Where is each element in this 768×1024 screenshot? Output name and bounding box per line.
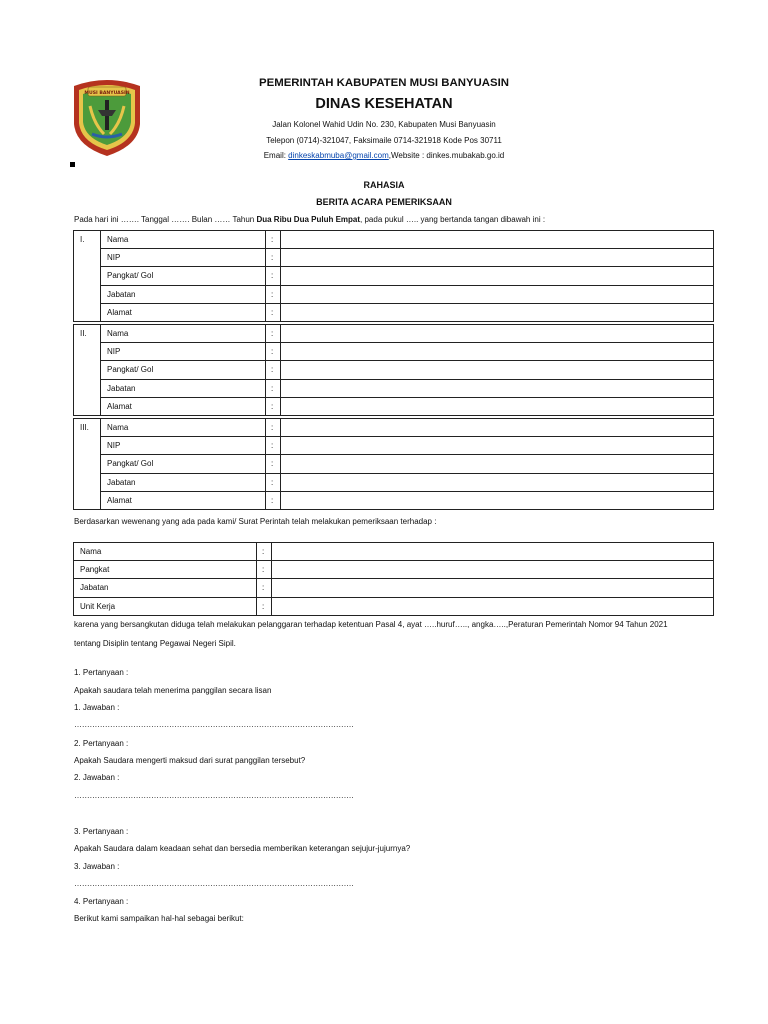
table-row: Jabatan : xyxy=(74,579,714,597)
field-value[interactable] xyxy=(281,303,714,321)
table-row: Jabatan : xyxy=(74,285,714,303)
table-row: II. Nama : xyxy=(74,325,714,343)
field-value[interactable] xyxy=(281,473,714,491)
phone: Telepon (0714)-321047, Faksimaile 0714-321918 Kode Pos 30711 xyxy=(266,136,502,145)
answer-1-blank[interactable]: ………………………………………………………………………………………………. xyxy=(74,720,354,729)
question-2-label: 2. Pertanyaan : xyxy=(74,739,129,748)
classification: RAHASIA xyxy=(363,180,405,190)
department-name: DINAS KESEHATAN xyxy=(315,96,453,112)
table-row: Pangkat : xyxy=(74,561,714,579)
document-title: BERITA ACARA PEMERIKSAAN xyxy=(316,197,452,207)
examiner-table-1 xyxy=(73,230,714,322)
field-value[interactable] xyxy=(281,361,714,379)
answer-1-label: 1. Jawaban : xyxy=(74,703,120,712)
table-row: Unit Kerja : xyxy=(74,597,714,615)
question-3-text: Apakah Saudara dalam keadaan sehat dan bersedia memberikan keterangan sejujur-jujurnya? xyxy=(74,844,411,853)
question-2-text: Apakah Saudara mengerti maksud dari surat panggilan tersebut? xyxy=(74,756,306,765)
examiner-table-2 xyxy=(73,324,714,416)
field-value[interactable] xyxy=(281,231,714,249)
table-row: Alamat : xyxy=(74,303,714,321)
table-row: Pangkat/ Gol : xyxy=(74,267,714,285)
field-value[interactable] xyxy=(281,267,714,285)
violation-paragraph-line2: tentang Disiplin tentang Pegawai Negeri Sipil. xyxy=(74,639,236,648)
answer-2-blank[interactable]: ………………………………………………………………………………………………. xyxy=(74,791,354,800)
svg-text:MUSI BANYUASIN: MUSI BANYUASIN xyxy=(84,91,130,96)
field-value[interactable] xyxy=(272,597,714,615)
table-row: Jabatan : xyxy=(74,379,714,397)
basis-paragraph: Berdasarkan wewenang yang ada pada kami/ Surat Perintah telah melakukan pemeriksaan terhadap : xyxy=(74,517,437,526)
subject-table xyxy=(73,542,714,616)
table-row: Alamat : xyxy=(74,491,714,509)
address: Jalan Kolonel Wahid Udin No. 230, Kabupaten Musi Banyuasin xyxy=(272,120,496,129)
question-4-text: Berikut kami sampaikan hal-hal sebagai berikut: xyxy=(74,914,244,923)
violation-paragraph-line1: karena yang bersangkutan diduga telah melakukan pelanggaran terhadap ketentuan Pasal 4, ayat …..huruf….., angka…..,Peraturan Pemerintah Nomor 94 Tahun 2021 xyxy=(74,620,668,629)
table-row: Jabatan : xyxy=(74,473,714,491)
table-row: NIP : xyxy=(74,437,714,455)
field-value[interactable] xyxy=(281,249,714,267)
table-row: I. Nama : xyxy=(74,231,714,249)
question-3-label: 3. Pertanyaan : xyxy=(74,827,129,836)
field-value[interactable] xyxy=(281,491,714,509)
field-value[interactable] xyxy=(272,543,714,561)
table-row: NIP : xyxy=(74,343,714,361)
table-row: Nama : xyxy=(74,543,714,561)
field-value[interactable] xyxy=(281,343,714,361)
field-value[interactable] xyxy=(281,437,714,455)
examiner-table-3 xyxy=(73,418,714,510)
answer-3-blank[interactable]: ………………………………………………………………………………………………. xyxy=(74,879,354,888)
answer-3-label: 3. Jawaban : xyxy=(74,862,120,871)
email-link[interactable]: dinkeskabmuba@gmail.com xyxy=(288,151,389,160)
table-row: Pangkat/ Gol : xyxy=(74,455,714,473)
field-value[interactable] xyxy=(281,455,714,473)
table-row: Pangkat/ Gol : xyxy=(74,361,714,379)
field-value[interactable] xyxy=(281,325,714,343)
website: ,Website : dinkes.mubakab.go.id xyxy=(388,151,505,160)
field-value[interactable] xyxy=(281,397,714,415)
question-4-label: 4. Pertanyaan : xyxy=(74,897,129,906)
intro-paragraph: Pada hari ini ……. Tanggal ……. Bulan …… Tahun Dua Ribu Dua Puluh Empat, pada pukul ….. yang bertanda tangan dibawah ini : xyxy=(74,215,546,224)
table-row: NIP : xyxy=(74,249,714,267)
agency-name: PEMERINTAH KABUPATEN MUSI BANYUASIN xyxy=(259,77,509,89)
contact-line xyxy=(0,151,768,160)
table-row: III. Nama : xyxy=(74,419,714,437)
field-value[interactable] xyxy=(281,285,714,303)
question-1-text: Apakah saudara telah menerima panggilan secara lisan xyxy=(74,686,272,695)
field-value[interactable] xyxy=(281,419,714,437)
answer-2-label: 2. Jawaban : xyxy=(74,773,120,782)
field-value[interactable] xyxy=(272,579,714,597)
table-row: Alamat : xyxy=(74,397,714,415)
email-prefix: Email: xyxy=(263,151,289,160)
bullet-mark xyxy=(70,162,75,167)
field-value[interactable] xyxy=(272,561,714,579)
field-value[interactable] xyxy=(281,379,714,397)
question-1-label: 1. Pertanyaan : xyxy=(74,668,129,677)
